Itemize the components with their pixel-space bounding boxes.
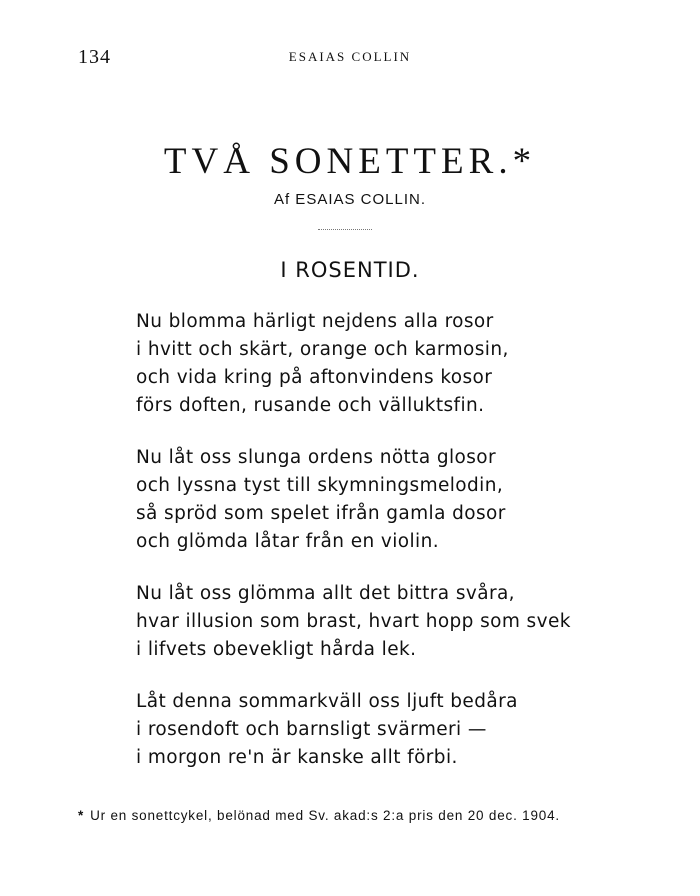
stanza-3 — [136, 580, 656, 664]
poem-line: förs doften, rusande och välluktsfin. — [136, 395, 485, 416]
poem-line: Nu låt oss slunga ordens nötta glosor — [136, 447, 497, 468]
poem-line: i morgon re'n är kanske allt förbi. — [136, 747, 458, 768]
poem-line: Nu låt oss glömma allt det bittra svåra, — [136, 583, 515, 604]
ornamental-divider — [318, 229, 372, 230]
poem-line: Låt denna sommarkväll oss ljuft bedåra — [136, 691, 518, 712]
poem-line: hvar illusion som brast, hvart hopp som svek — [136, 611, 571, 632]
footnote — [78, 808, 638, 823]
running-head: ESAIAS COLLIN — [288, 49, 412, 64]
poem-body — [136, 308, 656, 796]
poem-line: i rosendoft och barnsligt svärmeri — — [136, 719, 487, 740]
footnote-mark: * — [78, 808, 85, 823]
poem-line: och vida kring på aftonvindens kosor — [136, 367, 493, 388]
footnote-text: Ur en sonettcykel, belönad med Sv. akad:s 2:a pris den 20 dec. 1904. — [90, 808, 560, 823]
poem-line: Nu blomma härligt nejdens alla rosor — [136, 311, 494, 332]
poem-line: och lyssna tyst till skymningsmelodin, — [136, 475, 504, 496]
poem-line: så spröd som spelet ifrån gamla dosor — [136, 503, 506, 524]
poem-title: I ROSENTID. — [280, 258, 420, 282]
poem-line: i hvitt och skärt, orange och karmosin, — [136, 339, 509, 360]
page-number: 134 — [78, 46, 111, 68]
poem-line: och glömda låtar från en violin. — [136, 531, 439, 552]
stanza-1 — [136, 308, 656, 420]
poem-line: i lifvets obevekligt hårda lek. — [136, 639, 417, 660]
stanza-2 — [136, 444, 656, 556]
author-byline: Af ESAIAS COLLIN. — [273, 191, 427, 208]
page-title: TVÅ SONETTER.* — [163, 141, 537, 182]
stanza-4 — [136, 688, 656, 772]
